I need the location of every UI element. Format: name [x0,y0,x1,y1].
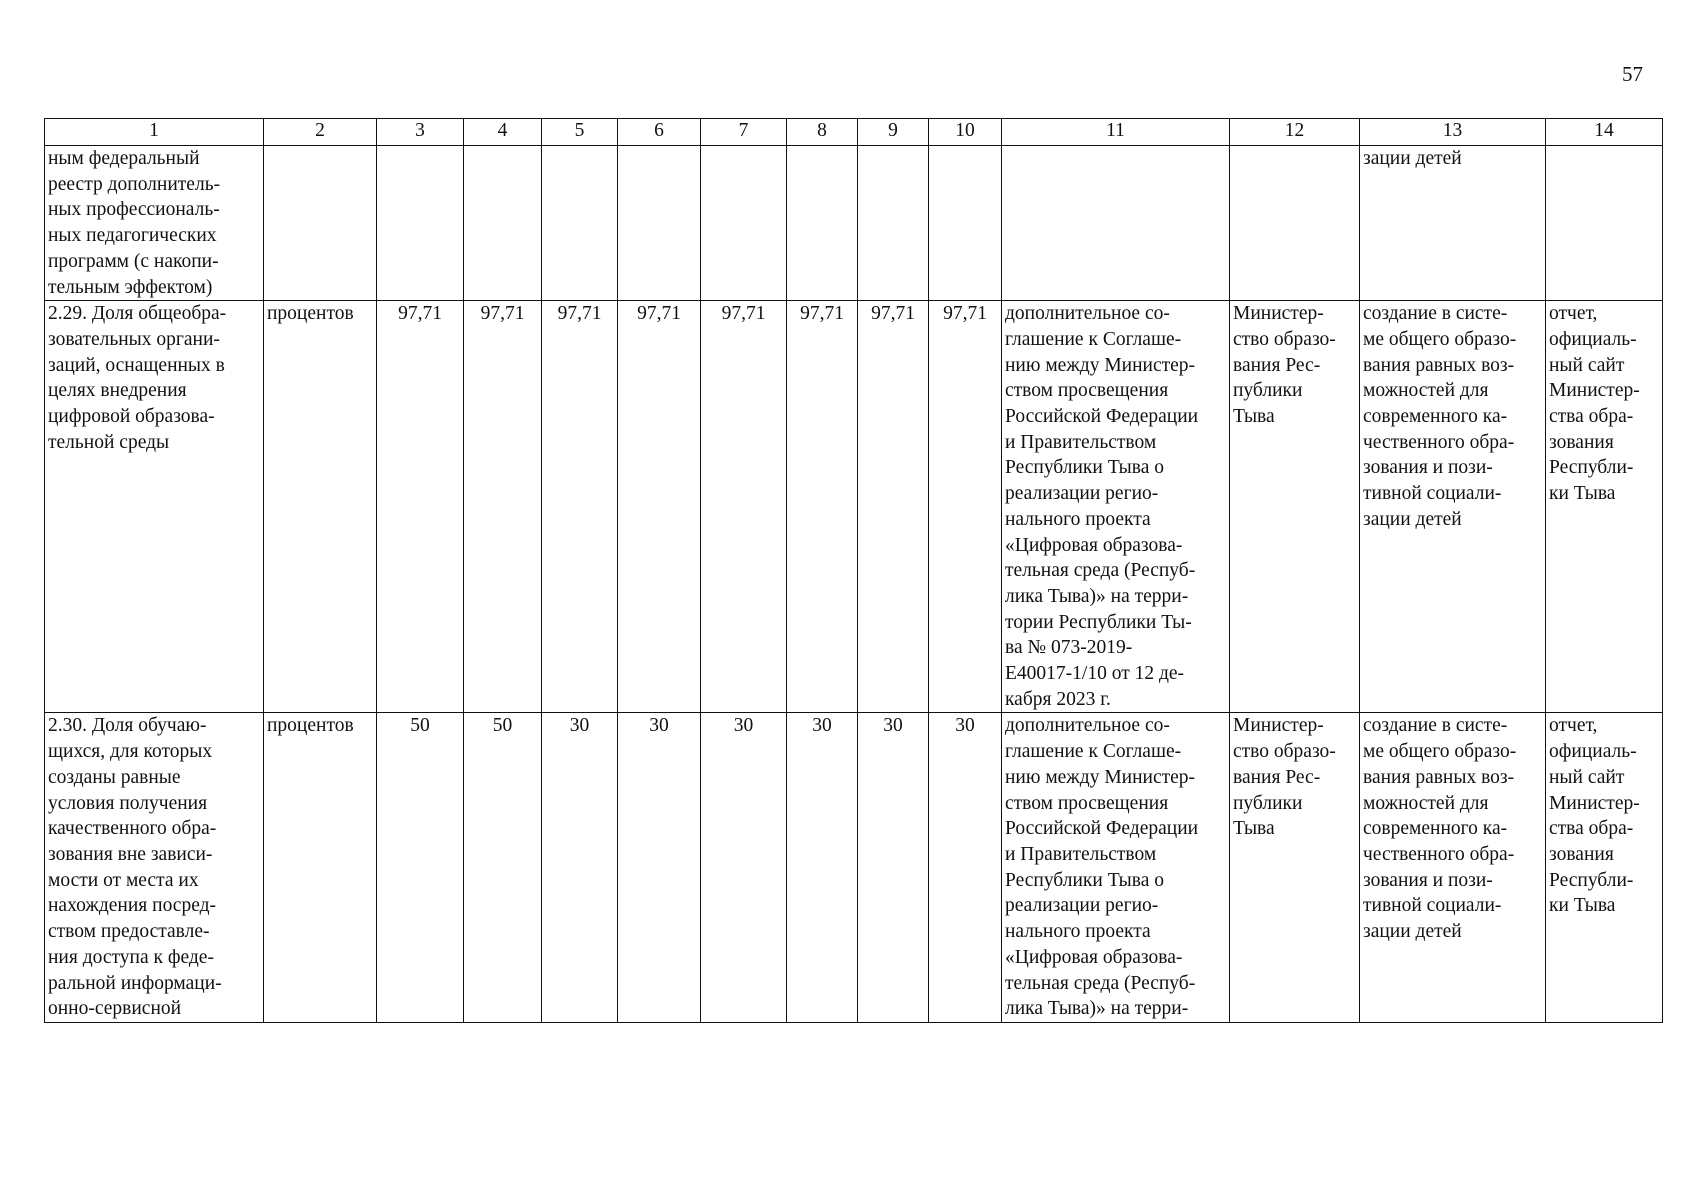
value-cell: 97,71 [464,301,542,713]
column-header: 4 [464,119,542,146]
unit-cell: процентов [264,301,377,713]
column-header: 6 [618,119,701,146]
value-cell: 97,71 [858,301,929,713]
column-header: 11 [1002,119,1230,146]
source-cell: отчет, официаль- ный сайт Министер- ства обра- зования Республи- ки Тыва [1546,713,1663,1022]
basis-document-cell: дополнительное со- глашение к Соглаше- нию между Министер- ством просвещения Российской Федерации и Правительством Республики Тыва о реализации регио- нального проекта «Цифровая образова- тельная среда (Респуб- лика Тыва)» на терри- тории Республики Ты- ва № 073-2019- Е40017-1/10 от 12 де- кабря 2023 г. [1002,301,1230,713]
column-header: 3 [377,119,464,146]
value-cell: 97,71 [929,301,1002,713]
indicator-name-cell: 2.29. Доля общеобра- зовательных органи- заций, оснащенных в целях внедрения цифровой образова- тельной среды [45,301,264,713]
table-row [45,713,1663,1022]
indicator-name-cell: 2.30. Доля обучаю- щихся, для которых созданы равные условия получения качественного обра- зования вне зависи- мости от места их нахождения посред- ством предоставле- ния доступа к феде- ральной информаци- онно-сервисной [45,713,264,1022]
value-cell [542,146,618,301]
value-cell: 30 [858,713,929,1022]
value-cell [858,146,929,301]
value-cell: 30 [929,713,1002,1022]
source-cell [1546,146,1663,301]
column-header: 8 [787,119,858,146]
value-cell: 97,71 [377,301,464,713]
value-cell: 30 [542,713,618,1022]
value-cell: 50 [377,713,464,1022]
result-cell: создание в систе- ме общего образо- вания равных воз- можностей для современного ка- чественного обра- зования и пози- тивной социали- зации детей [1360,713,1546,1022]
value-cell [377,146,464,301]
column-header: 13 [1360,119,1546,146]
value-cell [787,146,858,301]
page-number: 57 [1622,62,1643,86]
column-header: 5 [542,119,618,146]
value-cell: 30 [701,713,787,1022]
value-cell: 97,71 [618,301,701,713]
column-header: 10 [929,119,1002,146]
basis-document-cell: дополнительное со- глашение к Соглаше- нию между Министер- ством просвещения Российской Федерации и Правительством Республики Тыва о реализации регио- нального проекта «Цифровая образова- тельная среда (Респуб- лика Тыва)» на терри- [1002,713,1230,1022]
value-cell: 97,71 [701,301,787,713]
indicator-name-cell: ным федеральный реестр дополнитель- ных профессиональ- ных педагогических программ (с накопи- тельным эффектом) [45,146,264,301]
value-cell: 97,71 [542,301,618,713]
responsible-cell: Министер- ство образо- вания Рес- публики Тыва [1230,713,1360,1022]
unit-cell: процентов [264,713,377,1022]
responsible-cell [1230,146,1360,301]
column-header: 7 [701,119,787,146]
column-header: 12 [1230,119,1360,146]
value-cell: 97,71 [787,301,858,713]
value-cell: 50 [464,713,542,1022]
basis-document-cell [1002,146,1230,301]
value-cell: 30 [618,713,701,1022]
table-row [45,301,1663,713]
value-cell [464,146,542,301]
column-header: 2 [264,119,377,146]
column-header: 1 [45,119,264,146]
value-cell [929,146,1002,301]
source-cell: отчет, официаль- ный сайт Министер- ства обра- зования Республи- ки Тыва [1546,301,1663,713]
value-cell [618,146,701,301]
value-cell: 30 [787,713,858,1022]
unit-cell [264,146,377,301]
column-header: 9 [858,119,929,146]
result-cell: создание в систе- ме общего образо- вания равных воз- можностей для современного ка- чественного обра- зования и пози- тивной социали- зации детей [1360,301,1546,713]
indicators-table [44,118,1663,1023]
value-cell [701,146,787,301]
responsible-cell: Министер- ство образо- вания Рес- публики Тыва [1230,301,1360,713]
column-header: 14 [1546,119,1663,146]
header-row [45,119,1663,146]
result-cell: зации детей [1360,146,1546,301]
table-row [45,146,1663,301]
